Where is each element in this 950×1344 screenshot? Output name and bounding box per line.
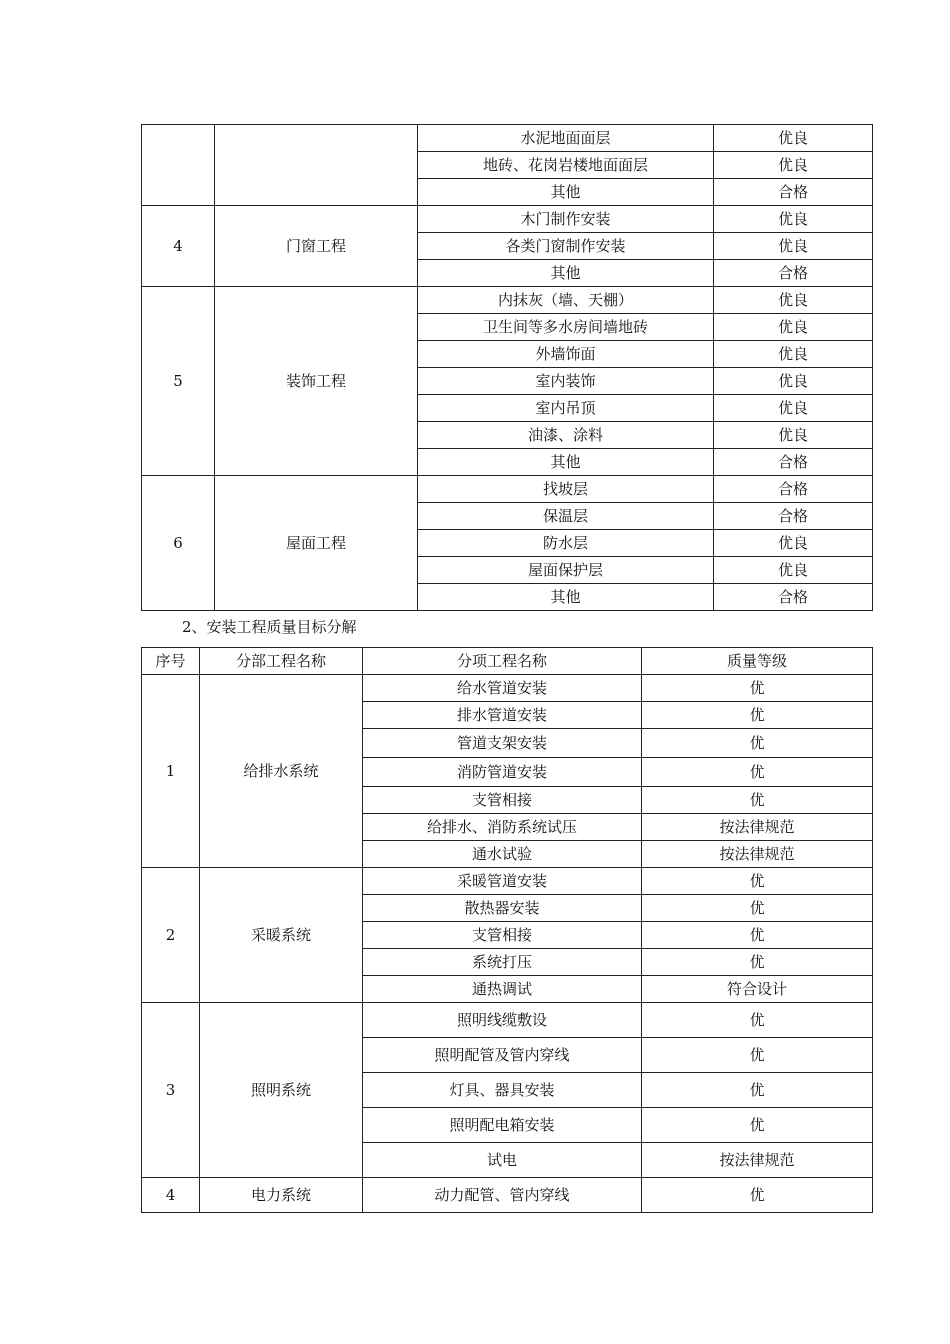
- quality-grade: 优: [642, 1108, 873, 1143]
- building-quality-table: [141, 124, 873, 611]
- item-name: 试电: [363, 1143, 642, 1178]
- installation-quality-table-body: [142, 675, 873, 1213]
- quality-grade: 优: [642, 922, 873, 949]
- division-name: 屋面工程: [215, 476, 418, 611]
- division-name: 照明系统: [200, 1003, 363, 1178]
- item-name: 给水管道安装: [363, 675, 642, 702]
- item-name: 各类门窗制作安装: [418, 233, 714, 260]
- quality-grade: 优良: [714, 314, 873, 341]
- item-name: 采暖管道安装: [363, 868, 642, 895]
- quality-grade: 优: [642, 1178, 873, 1213]
- division-name: 采暖系统: [200, 868, 363, 1003]
- quality-grade: 优良: [714, 206, 873, 233]
- item-name: 油漆、涂料: [418, 422, 714, 449]
- quality-grade: 合格: [714, 503, 873, 530]
- quality-grade: 优良: [714, 368, 873, 395]
- quality-grade: 优: [642, 1003, 873, 1038]
- header-division: 分部工程名称: [200, 648, 363, 675]
- quality-grade: 优良: [714, 341, 873, 368]
- item-name: 室内装饰: [418, 368, 714, 395]
- item-name: 水泥地面面层: [418, 125, 714, 152]
- table-row: [142, 868, 873, 895]
- item-name: 通热调试: [363, 976, 642, 1003]
- row-number: 6: [142, 476, 215, 611]
- division-name: [215, 125, 418, 206]
- item-name: 通水试验: [363, 841, 642, 868]
- item-name: 其他: [418, 584, 714, 611]
- quality-grade: 优良: [714, 233, 873, 260]
- quality-grade: 合格: [714, 584, 873, 611]
- table-row: [142, 1178, 873, 1213]
- table-row: [142, 125, 873, 152]
- quality-grade: 优良: [714, 395, 873, 422]
- table-header-row: [142, 648, 873, 675]
- item-name: 木门制作安装: [418, 206, 714, 233]
- item-name: 照明配电箱安装: [363, 1108, 642, 1143]
- quality-grade: 优: [642, 729, 873, 758]
- division-name: 给排水系统: [200, 675, 363, 868]
- table-row: [142, 476, 873, 503]
- item-name: 找坡层: [418, 476, 714, 503]
- item-name: 消防管道安装: [363, 758, 642, 787]
- quality-grade: 符合设计: [642, 976, 873, 1003]
- quality-grade: 优良: [714, 287, 873, 314]
- item-name: 其他: [418, 260, 714, 287]
- quality-grade: 按法律规范: [642, 814, 873, 841]
- row-number: 5: [142, 287, 215, 476]
- quality-grade: 优: [642, 702, 873, 729]
- item-name: 屋面保护层: [418, 557, 714, 584]
- item-name: 给排水、消防系统试压: [363, 814, 642, 841]
- quality-grade: 优: [642, 758, 873, 787]
- table-row: [142, 287, 873, 314]
- item-name: 其他: [418, 449, 714, 476]
- item-name: 其他: [418, 179, 714, 206]
- quality-grade: 合格: [714, 179, 873, 206]
- item-name: 保温层: [418, 503, 714, 530]
- row-number: [142, 125, 215, 206]
- quality-grade: 优良: [714, 530, 873, 557]
- quality-grade: 优: [642, 787, 873, 814]
- table-row: [142, 675, 873, 702]
- quality-grade: 优: [642, 868, 873, 895]
- division-name: 门窗工程: [215, 206, 418, 287]
- quality-grade: 合格: [714, 476, 873, 503]
- item-name: 支管相接: [363, 787, 642, 814]
- quality-grade: 按法律规范: [642, 841, 873, 868]
- item-name: 动力配管、管内穿线: [363, 1178, 642, 1213]
- item-name: 卫生间等多水房间墙地砖: [418, 314, 714, 341]
- quality-grade: 优: [642, 949, 873, 976]
- quality-grade: 优良: [714, 557, 873, 584]
- item-name: 内抹灰（墙、天棚）: [418, 287, 714, 314]
- quality-grade: 优良: [714, 125, 873, 152]
- division-name: 电力系统: [200, 1178, 363, 1213]
- quality-grade: 按法律规范: [642, 1143, 873, 1178]
- row-number: 1: [142, 675, 200, 868]
- item-name: 地砖、花岗岩楼地面面层: [418, 152, 714, 179]
- row-number: 2: [142, 868, 200, 1003]
- quality-grade: 合格: [714, 260, 873, 287]
- row-number: 3: [142, 1003, 200, 1178]
- item-name: 外墙饰面: [418, 341, 714, 368]
- division-name: 装饰工程: [215, 287, 418, 476]
- table-row: [142, 206, 873, 233]
- quality-grade: 合格: [714, 449, 873, 476]
- item-name: 照明配管及管内穿线: [363, 1038, 642, 1073]
- quality-grade: 优: [642, 895, 873, 922]
- quality-grade: 优良: [714, 422, 873, 449]
- row-number: 4: [142, 206, 215, 287]
- item-name: 支管相接: [363, 922, 642, 949]
- quality-grade: 优: [642, 1073, 873, 1108]
- quality-grade: 优: [642, 675, 873, 702]
- section-caption: 2、安装工程质量目标分解: [182, 618, 357, 636]
- item-name: 灯具、器具安装: [363, 1073, 642, 1108]
- item-name: 管道支架安装: [363, 729, 642, 758]
- row-number: 4: [142, 1178, 200, 1213]
- header-serial: 序号: [142, 648, 200, 675]
- item-name: 照明线缆敷设: [363, 1003, 642, 1038]
- item-name: 系统打压: [363, 949, 642, 976]
- header-grade: 质量等级: [642, 648, 873, 675]
- header-item: 分项工程名称: [363, 648, 642, 675]
- item-name: 散热器安装: [363, 895, 642, 922]
- item-name: 排水管道安装: [363, 702, 642, 729]
- quality-grade: 优良: [714, 152, 873, 179]
- item-name: 室内吊顶: [418, 395, 714, 422]
- installation-quality-table: [141, 647, 873, 1213]
- item-name: 防水层: [418, 530, 714, 557]
- quality-grade: 优: [642, 1038, 873, 1073]
- table-row: [142, 1003, 873, 1038]
- building-quality-table-body: [142, 125, 873, 611]
